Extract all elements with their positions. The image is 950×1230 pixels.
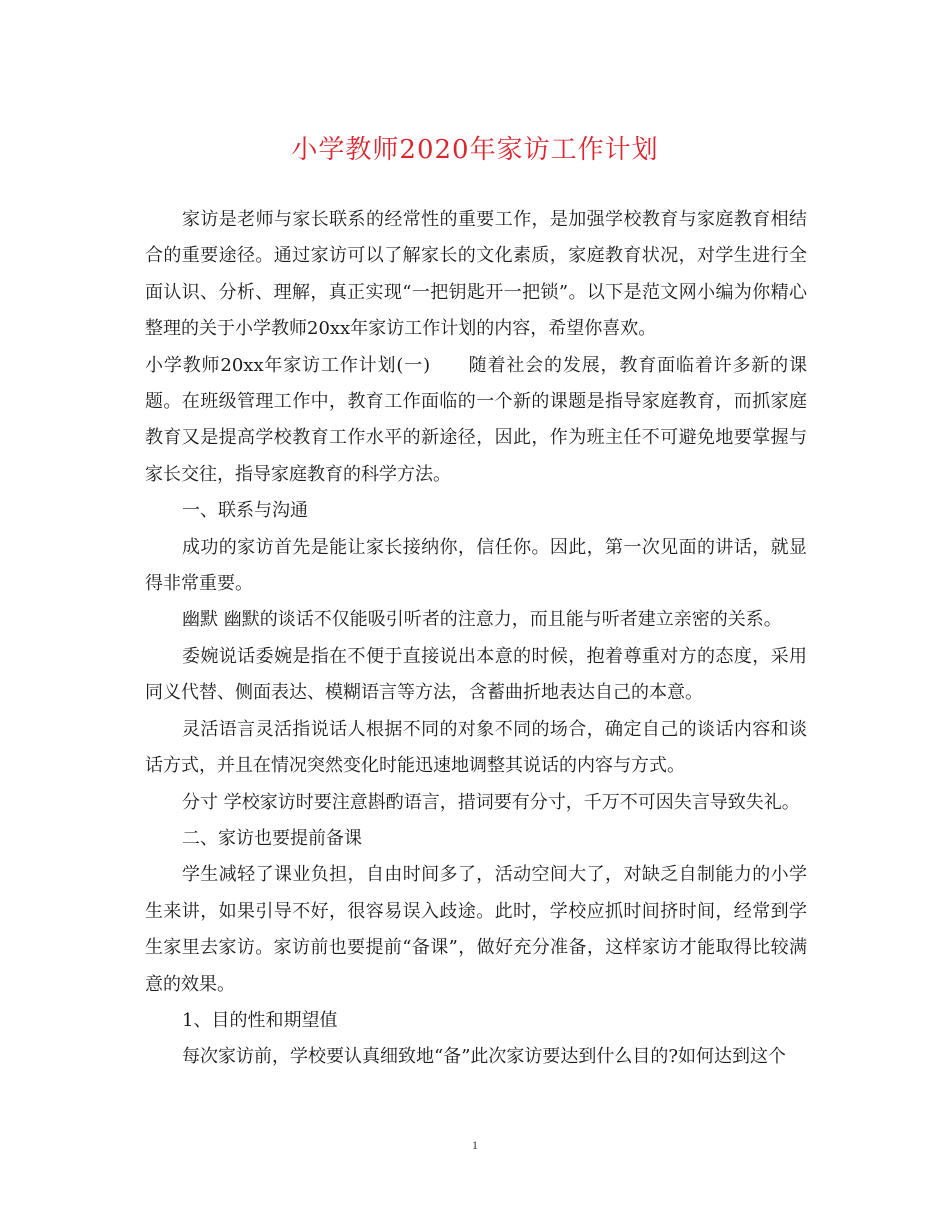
paragraph-students: 学生减轻了课业负担，自由时间多了，活动空间大了，对缺乏自制能力的小学生来讲，如果引导不好，很容易误入歧途。此时，学校应抓时间挤时间，经常到学生家里去家访。家访前也要提前“备课”，做好充分准备，这样家访才能取得比较满意的效果。 (145, 864, 807, 995)
page-number: 1 (472, 1138, 478, 1152)
paragraph-flexible: 灵活语言灵活指说话人根据不同的对象不同的场合，确定自己的谈话内容和谈话方式，并且在情况突然变化时能迅速地调整其说话的内容与方式。 (145, 718, 807, 777)
paragraph-plan-one: 小学教师20xx年家访工作计划(一) 随着社会的发展，教育面临着许多新的课题。在班级管理工作中，教育工作面临的一个新的课题是指导家庭教育，而抓家庭教育又是提高学校教育工作水平的新途径，因此，作为班主任不可避免地要掌握与家长交往，指导家庭教育的科学方法。 (145, 354, 807, 485)
paragraph-first-meeting: 成功的家访首先是能让家长接纳你，信任你。因此，第一次见面的讲话，就显得非常重要。 (145, 536, 807, 595)
paragraph-measure: 分寸 学校家访时要注意斟酌语言，措词要有分寸，千万不可因失言导致失礼。 (182, 791, 800, 813)
document-title: 小学教师2020年家访工作计划 (291, 135, 659, 165)
paragraph-intro: 家访是老师与家长联系的经常性的重要工作，是加强学校教育与家庭教育相结合的重要途径。通过家访可以了解家长的文化素质，家庭教育状况，对学生进行全面认识、分析、理解，真正实现“一把钥匙开一把锁”。以下是范文网小编为你精心整理的关于小学教师20xx年家访工作计划的内容，希望你喜欢。 (145, 209, 807, 340)
section-heading-prepare: 二、家访也要提前备课 (182, 827, 362, 849)
section-heading-contact: 一、联系与沟通 (182, 500, 308, 522)
paragraph-each-visit: 每次家访前，学校要认真细致地“备”此次家访要达到什么目的?如何达到这个 (182, 1046, 787, 1068)
paragraph-tactful: 委婉说话委婉是指在不便于直接说出本意的时候，抱着尊重对方的态度，采用同义代替、侧面表达、模糊语言等方法，含蓄曲折地表达自己的本意。 (145, 645, 807, 704)
document-body (145, 202, 807, 1076)
subsection-heading-purpose: 1、目的性和期望值 (182, 1009, 338, 1031)
paragraph-humor: 幽默 幽默的谈话不仅能吸引听者的注意力，而且能与听者建立亲密的关系。 (182, 609, 782, 631)
